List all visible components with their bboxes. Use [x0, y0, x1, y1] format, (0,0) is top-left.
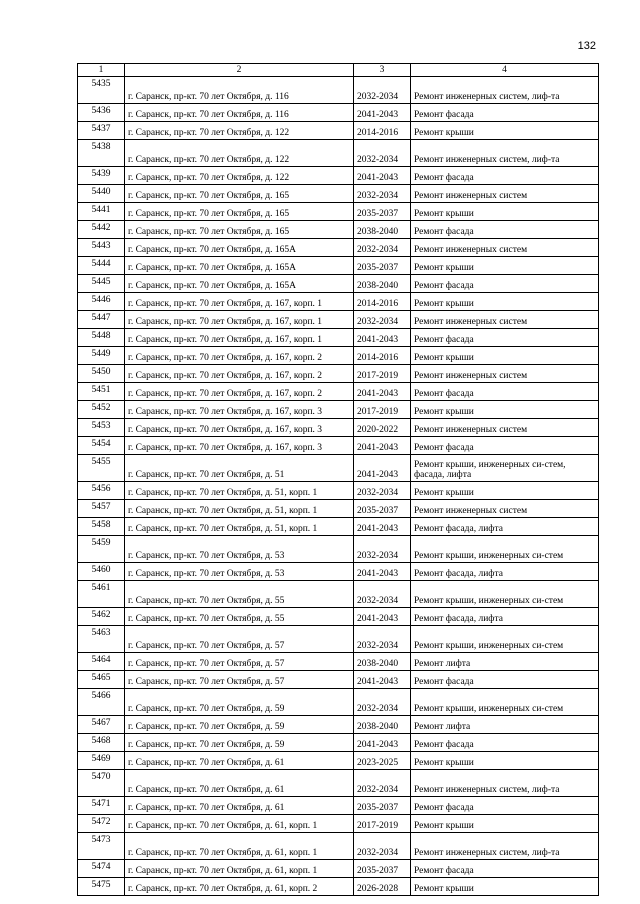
work-type-cell: Ремонт крыши	[411, 257, 599, 275]
address-cell: г. Саранск, пр-кт. 70 лет Октября, д. 122	[125, 167, 354, 185]
work-type-cell: Ремонт фасада	[411, 671, 599, 689]
table-row	[78, 140, 599, 167]
period-cell: 2032-2034	[354, 689, 411, 716]
row-number: 5463	[78, 626, 125, 653]
address-cell: г. Саранск, пр-кт. 70 лет Октября, д. 51, корп. 1	[125, 482, 354, 500]
address-cell: г. Саранск, пр-кт. 70 лет Октября, д. 59	[125, 689, 354, 716]
table-row	[78, 221, 599, 239]
period-cell: 2014-2016	[354, 293, 411, 311]
address-cell: г. Саранск, пр-кт. 70 лет Октября, д. 167, корп. 1	[125, 311, 354, 329]
table-row	[78, 878, 599, 896]
period-cell: 2032-2034	[354, 626, 411, 653]
row-number: 5437	[78, 122, 125, 140]
work-type-cell: Ремонт инженерных систем	[411, 365, 599, 383]
repair-schedule-table	[77, 63, 599, 896]
row-number: 5443	[78, 239, 125, 257]
address-cell: г. Саранск, пр-кт. 70 лет Октября, д. 61	[125, 770, 354, 797]
address-cell: г. Саранск, пр-кт. 70 лет Октября, д. 165	[125, 203, 354, 221]
row-number: 5465	[78, 671, 125, 689]
period-cell: 2041-2043	[354, 329, 411, 347]
column-header-1: 1	[78, 64, 125, 77]
work-type-cell: Ремонт инженерных систем, лиф-та	[411, 140, 599, 167]
period-cell: 2041-2043	[354, 167, 411, 185]
address-cell: г. Саранск, пр-кт. 70 лет Октября, д. 61, корп. 1	[125, 833, 354, 860]
table-row	[78, 383, 599, 401]
row-number: 5452	[78, 401, 125, 419]
row-number: 5475	[78, 878, 125, 896]
address-cell: г. Саранск, пр-кт. 70 лет Октября, д. 53	[125, 563, 354, 581]
row-number: 5442	[78, 221, 125, 239]
period-cell: 2014-2016	[354, 347, 411, 365]
work-type-cell: Ремонт фасада, лифта	[411, 518, 599, 536]
address-cell: г. Саранск, пр-кт. 70 лет Октября, д. 165	[125, 221, 354, 239]
table-row	[78, 770, 599, 797]
table-row	[78, 329, 599, 347]
row-number: 5458	[78, 518, 125, 536]
column-header-3: 3	[354, 64, 411, 77]
table-row	[78, 689, 599, 716]
row-number: 5450	[78, 365, 125, 383]
period-cell: 2041-2043	[354, 518, 411, 536]
address-cell: г. Саранск, пр-кт. 70 лет Октября, д. 59	[125, 734, 354, 752]
table-row	[78, 77, 599, 104]
period-cell: 2023-2025	[354, 752, 411, 770]
address-cell: г. Саранск, пр-кт. 70 лет Октября, д. 167, корп. 2	[125, 347, 354, 365]
period-cell: 2038-2040	[354, 653, 411, 671]
address-cell: г. Саранск, пр-кт. 70 лет Октября, д. 61, корп. 2	[125, 878, 354, 896]
work-type-cell: Ремонт крыши, инженерных си-стем	[411, 536, 599, 563]
period-cell: 2038-2040	[354, 221, 411, 239]
address-cell: г. Саранск, пр-кт. 70 лет Октября, д. 167, корп. 1	[125, 293, 354, 311]
work-type-cell: Ремонт инженерных систем	[411, 185, 599, 203]
row-number: 5439	[78, 167, 125, 185]
period-cell: 2038-2040	[354, 275, 411, 293]
table-header-row	[78, 64, 599, 77]
period-cell: 2035-2037	[354, 797, 411, 815]
row-number: 5457	[78, 500, 125, 518]
address-cell: г. Саранск, пр-кт. 70 лет Октября, д. 61, корп. 1	[125, 860, 354, 878]
period-cell: 2035-2037	[354, 203, 411, 221]
work-type-cell: Ремонт фасада	[411, 860, 599, 878]
table-row	[78, 419, 599, 437]
address-cell: г. Саранск, пр-кт. 70 лет Октября, д. 165А	[125, 239, 354, 257]
table-row	[78, 455, 599, 482]
period-cell: 2017-2019	[354, 365, 411, 383]
period-cell: 2032-2034	[354, 482, 411, 500]
table-row	[78, 401, 599, 419]
work-type-cell: Ремонт крыши, инженерных си-стем	[411, 626, 599, 653]
address-cell: г. Саранск, пр-кт. 70 лет Октября, д. 167, корп. 3	[125, 419, 354, 437]
work-type-cell: Ремонт фасада	[411, 734, 599, 752]
column-header-2: 2	[125, 64, 354, 77]
table-row	[78, 437, 599, 455]
row-number: 5467	[78, 716, 125, 734]
row-number: 5445	[78, 275, 125, 293]
work-type-cell: Ремонт инженерных систем, лиф-та	[411, 833, 599, 860]
address-cell: г. Саранск, пр-кт. 70 лет Октября, д. 167, корп. 2	[125, 383, 354, 401]
table-row	[78, 536, 599, 563]
row-number: 5462	[78, 608, 125, 626]
row-number: 5435	[78, 77, 125, 104]
work-type-cell: Ремонт крыши	[411, 401, 599, 419]
work-type-cell: Ремонт фасада, лифта	[411, 563, 599, 581]
period-cell: 2041-2043	[354, 608, 411, 626]
row-number: 5436	[78, 104, 125, 122]
address-cell: г. Саранск, пр-кт. 70 лет Октября, д. 57	[125, 626, 354, 653]
work-type-cell: Ремонт крыши	[411, 482, 599, 500]
table-row	[78, 167, 599, 185]
table-row	[78, 239, 599, 257]
row-number: 5438	[78, 140, 125, 167]
table-row	[78, 860, 599, 878]
work-type-cell: Ремонт лифта	[411, 716, 599, 734]
work-type-cell: Ремонт фасада	[411, 797, 599, 815]
row-number: 5444	[78, 257, 125, 275]
period-cell: 2035-2037	[354, 860, 411, 878]
work-type-cell: Ремонт инженерных систем	[411, 419, 599, 437]
address-cell: г. Саранск, пр-кт. 70 лет Октября, д. 51, корп. 1	[125, 500, 354, 518]
period-cell: 2014-2016	[354, 122, 411, 140]
period-cell: 2032-2034	[354, 770, 411, 797]
page-number: 132	[577, 40, 596, 52]
row-number: 5470	[78, 770, 125, 797]
period-cell: 2017-2019	[354, 815, 411, 833]
table-row	[78, 518, 599, 536]
table-row	[78, 581, 599, 608]
table-row	[78, 275, 599, 293]
address-cell: г. Саранск, пр-кт. 70 лет Октября, д. 53	[125, 536, 354, 563]
row-number: 5460	[78, 563, 125, 581]
address-cell: г. Саранск, пр-кт. 70 лет Октября, д. 57	[125, 671, 354, 689]
row-number: 5472	[78, 815, 125, 833]
period-cell: 2020-2022	[354, 419, 411, 437]
table-row	[78, 797, 599, 815]
row-number: 5455	[78, 455, 125, 482]
address-cell: г. Саранск, пр-кт. 70 лет Октября, д. 167, корп. 3	[125, 437, 354, 455]
row-number: 5466	[78, 689, 125, 716]
table-row	[78, 122, 599, 140]
table-row	[78, 671, 599, 689]
table-row	[78, 293, 599, 311]
table-row	[78, 104, 599, 122]
period-cell: 2032-2034	[354, 239, 411, 257]
work-type-cell: Ремонт крыши, инженерных си-стем, фасада, лифта	[411, 455, 599, 482]
table-row	[78, 833, 599, 860]
work-type-cell: Ремонт фасада	[411, 104, 599, 122]
work-type-cell: Ремонт инженерных систем, лиф-та	[411, 770, 599, 797]
row-number: 5440	[78, 185, 125, 203]
period-cell: 2041-2043	[354, 563, 411, 581]
table-row	[78, 482, 599, 500]
period-cell: 2032-2034	[354, 311, 411, 329]
row-number: 5471	[78, 797, 125, 815]
address-cell: г. Саранск, пр-кт. 70 лет Октября, д. 55	[125, 581, 354, 608]
table-row	[78, 185, 599, 203]
row-number: 5474	[78, 860, 125, 878]
row-number: 5468	[78, 734, 125, 752]
table-row	[78, 815, 599, 833]
work-type-cell: Ремонт крыши	[411, 815, 599, 833]
address-cell: г. Саранск, пр-кт. 70 лет Октября, д. 51, корп. 1	[125, 518, 354, 536]
period-cell: 2038-2040	[354, 716, 411, 734]
period-cell: 2041-2043	[354, 437, 411, 455]
work-type-cell: Ремонт инженерных систем	[411, 500, 599, 518]
table-row	[78, 626, 599, 653]
work-type-cell: Ремонт крыши	[411, 203, 599, 221]
row-number: 5453	[78, 419, 125, 437]
address-cell: г. Саранск, пр-кт. 70 лет Октября, д. 167, корп. 2	[125, 365, 354, 383]
address-cell: г. Саранск, пр-кт. 70 лет Октября, д. 167, корп. 1	[125, 329, 354, 347]
address-cell: г. Саранск, пр-кт. 70 лет Октября, д. 61	[125, 752, 354, 770]
work-type-cell: Ремонт крыши, инженерных си-стем	[411, 689, 599, 716]
table-row	[78, 752, 599, 770]
address-cell: г. Саранск, пр-кт. 70 лет Октября, д. 167, корп. 3	[125, 401, 354, 419]
row-number: 5441	[78, 203, 125, 221]
work-type-cell: Ремонт фасада	[411, 437, 599, 455]
address-cell: г. Саранск, пр-кт. 70 лет Октября, д. 51	[125, 455, 354, 482]
row-number: 5459	[78, 536, 125, 563]
column-header-4: 4	[411, 64, 599, 77]
address-cell: г. Саранск, пр-кт. 70 лет Октября, д. 61, корп. 1	[125, 815, 354, 833]
work-type-cell: Ремонт фасада	[411, 221, 599, 239]
address-cell: г. Саранск, пр-кт. 70 лет Октября, д. 61	[125, 797, 354, 815]
period-cell: 2017-2019	[354, 401, 411, 419]
work-type-cell: Ремонт лифта	[411, 653, 599, 671]
work-type-cell: Ремонт крыши	[411, 122, 599, 140]
table-row	[78, 257, 599, 275]
period-cell: 2032-2034	[354, 77, 411, 104]
work-type-cell: Ремонт инженерных систем	[411, 239, 599, 257]
table-row	[78, 563, 599, 581]
address-cell: г. Саранск, пр-кт. 70 лет Октября, д. 122	[125, 122, 354, 140]
address-cell: г. Саранск, пр-кт. 70 лет Октября, д. 116	[125, 77, 354, 104]
table-row	[78, 653, 599, 671]
address-cell: г. Саранск, пр-кт. 70 лет Октября, д. 122	[125, 140, 354, 167]
period-cell: 2035-2037	[354, 257, 411, 275]
work-type-cell: Ремонт фасада	[411, 329, 599, 347]
work-type-cell: Ремонт крыши	[411, 878, 599, 896]
period-cell: 2032-2034	[354, 536, 411, 563]
work-type-cell: Ремонт инженерных систем, лиф-та	[411, 77, 599, 104]
work-type-cell: Ремонт инженерных систем	[411, 311, 599, 329]
table-row	[78, 716, 599, 734]
row-number: 5448	[78, 329, 125, 347]
table-row	[78, 203, 599, 221]
row-number: 5449	[78, 347, 125, 365]
address-cell: г. Саранск, пр-кт. 70 лет Октября, д. 116	[125, 104, 354, 122]
work-type-cell: Ремонт фасада	[411, 167, 599, 185]
row-number: 5473	[78, 833, 125, 860]
work-type-cell: Ремонт фасада, лифта	[411, 608, 599, 626]
row-number: 5447	[78, 311, 125, 329]
period-cell: 2041-2043	[354, 734, 411, 752]
address-cell: г. Саранск, пр-кт. 70 лет Октября, д. 59	[125, 716, 354, 734]
work-type-cell: Ремонт крыши	[411, 752, 599, 770]
work-type-cell: Ремонт крыши	[411, 293, 599, 311]
address-cell: г. Саранск, пр-кт. 70 лет Октября, д. 57	[125, 653, 354, 671]
table-row	[78, 311, 599, 329]
work-type-cell: Ремонт крыши	[411, 347, 599, 365]
row-number: 5451	[78, 383, 125, 401]
period-cell: 2026-2028	[354, 878, 411, 896]
period-cell: 2032-2034	[354, 833, 411, 860]
row-number: 5461	[78, 581, 125, 608]
period-cell: 2035-2037	[354, 500, 411, 518]
period-cell: 2032-2034	[354, 140, 411, 167]
table-body	[78, 64, 599, 896]
table-row	[78, 347, 599, 365]
period-cell: 2041-2043	[354, 383, 411, 401]
work-type-cell: Ремонт фасада	[411, 383, 599, 401]
address-cell: г. Саранск, пр-кт. 70 лет Октября, д. 165А	[125, 257, 354, 275]
table-row	[78, 734, 599, 752]
table-row	[78, 365, 599, 383]
address-cell: г. Саранск, пр-кт. 70 лет Октября, д. 165А	[125, 275, 354, 293]
address-cell: г. Саранск, пр-кт. 70 лет Октября, д. 165	[125, 185, 354, 203]
row-number: 5454	[78, 437, 125, 455]
row-number: 5456	[78, 482, 125, 500]
row-number: 5469	[78, 752, 125, 770]
table-row	[78, 608, 599, 626]
row-number: 5446	[78, 293, 125, 311]
period-cell: 2032-2034	[354, 185, 411, 203]
row-number: 5464	[78, 653, 125, 671]
period-cell: 2041-2043	[354, 104, 411, 122]
work-type-cell: Ремонт фасада	[411, 275, 599, 293]
table-row	[78, 500, 599, 518]
period-cell: 2032-2034	[354, 581, 411, 608]
period-cell: 2041-2043	[354, 671, 411, 689]
work-type-cell: Ремонт крыши, инженерных си-стем	[411, 581, 599, 608]
period-cell: 2041-2043	[354, 455, 411, 482]
address-cell: г. Саранск, пр-кт. 70 лет Октября, д. 55	[125, 608, 354, 626]
